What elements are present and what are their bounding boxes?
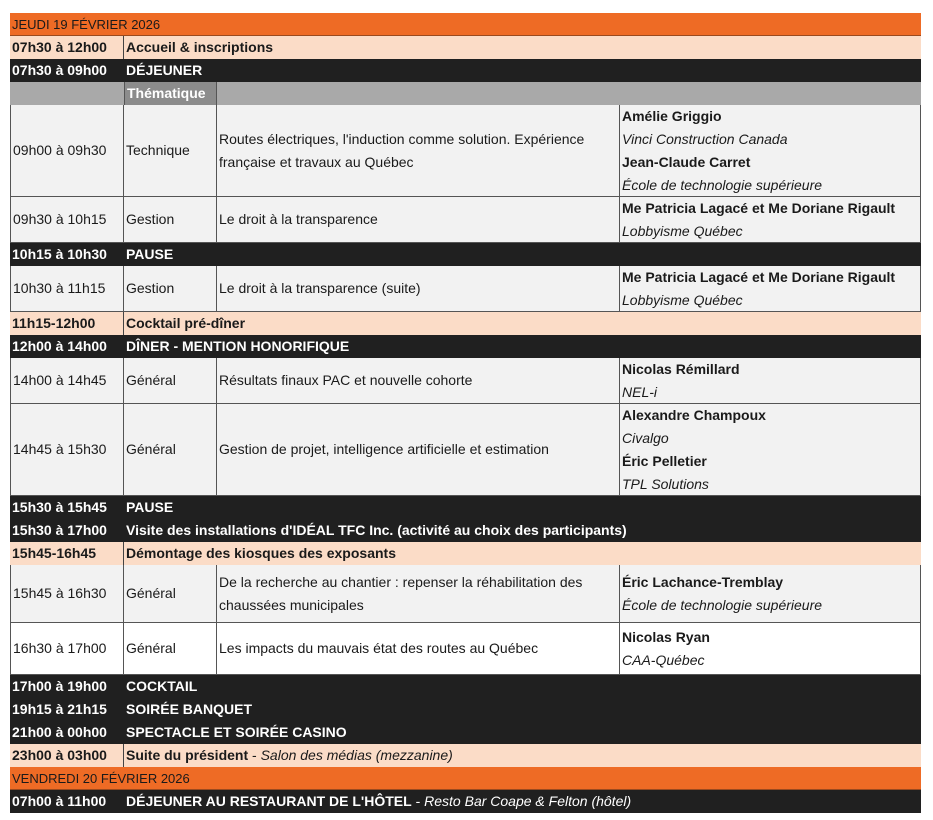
theme-header-row: [10, 82, 921, 105]
theme-header: Thématique: [124, 82, 217, 105]
row-time: 15h30 à 15h45: [12, 499, 107, 515]
row-time: 07h30 à 09h00: [12, 62, 107, 78]
row-time: 07h30 à 12h00: [10, 36, 124, 59]
session-theme: Général: [124, 623, 217, 674]
speaker-name: Amélie Griggio: [622, 107, 722, 124]
session-speakers: [620, 565, 921, 622]
session-theme: Général: [124, 404, 217, 495]
session-theme: Technique: [124, 105, 217, 196]
speaker-name: Me Patricia Lagacé et Me Doriane Rigault: [622, 268, 896, 285]
row-time: 15h45-16h45: [10, 542, 124, 565]
session-title: Le droit à la transparence (suite): [217, 266, 620, 311]
session-time: 14h00 à 14h45: [10, 358, 124, 403]
session-row-5: [10, 404, 921, 496]
session-speakers: [620, 266, 921, 311]
speaker-org: Vinci Construction Canada: [622, 130, 788, 147]
row-label-sep: -: [248, 747, 261, 763]
session-title: Routes électriques, l'induction comme solution. Expérience française et travaux au Québec: [217, 105, 620, 196]
row-cocktail-pre-diner: [10, 312, 921, 335]
session-title: De la recherche au chantier : repenser la réhabilitation des chaussées municipales: [217, 565, 620, 622]
day-header-label: VENDREDI 20 FÉVRIER 2026: [12, 770, 190, 786]
session-theme: Général: [124, 565, 217, 622]
schedule-table: [10, 13, 921, 813]
row-time: 23h00 à 03h00: [10, 744, 124, 767]
session-title: Résultats finaux PAC et nouvelle cohorte: [217, 358, 620, 403]
row-pause-2: [10, 496, 921, 519]
session-time: 14h45 à 15h30: [10, 404, 124, 495]
row-visite: [10, 519, 921, 542]
speaker-name: Éric Pelletier: [622, 452, 707, 469]
row-label: PAUSE: [126, 499, 174, 515]
speaker-org: TPL Solutions: [622, 475, 709, 492]
row-time: 17h00 à 19h00: [12, 678, 107, 694]
row-label: Accueil & inscriptions: [126, 39, 274, 55]
session-time: 16h30 à 17h00: [10, 623, 124, 674]
row-dejeuner: [10, 59, 921, 82]
speaker-org: Civalgo: [622, 429, 669, 446]
speaker-name: Alexandre Champoux: [622, 406, 766, 423]
row-label-main: Suite du président: [126, 747, 249, 763]
session-time: 09h00 à 09h30: [10, 105, 124, 196]
row-time: 11h15-12h00: [10, 312, 124, 335]
session-title: Le droit à la transparence: [217, 197, 620, 242]
row-label: DÎNER - MENTION HONORIFIQUE: [126, 338, 350, 354]
row-time: 10h15 à 10h30: [12, 246, 107, 262]
row-pause-1: [10, 243, 921, 266]
row-cocktail: [10, 675, 921, 698]
row-label: Cocktail pré-dîner: [126, 315, 246, 331]
row-label: [124, 744, 921, 767]
session-time: 10h30 à 11h15: [10, 266, 124, 311]
row-banquet: [10, 698, 921, 721]
speaker-org: CAA-Québec: [622, 651, 705, 668]
day-header-thursday: [10, 13, 921, 36]
session-speakers: [620, 105, 921, 196]
day-header-friday: [10, 767, 921, 790]
session-row-1: [10, 105, 921, 197]
session-time: 09h30 à 10h15: [10, 197, 124, 242]
row-accueil: [10, 36, 921, 59]
row-label: COCKTAIL: [126, 678, 198, 694]
row-label: SPECTACLE ET SOIRÉE CASINO: [126, 724, 347, 740]
row-suite-president: [10, 744, 921, 767]
session-row-3: [10, 266, 921, 312]
session-speakers: [620, 197, 921, 242]
speaker-name: Éric Lachance-Tremblay: [622, 573, 784, 590]
speaker-org: École de technologie supérieure: [622, 596, 823, 613]
session-row-6: [10, 565, 921, 623]
speaker-org: École de technologie supérieure: [622, 176, 823, 193]
session-theme: Gestion: [124, 266, 217, 311]
row-label: PAUSE: [126, 246, 174, 262]
session-row-2: [10, 197, 921, 243]
row-time: 15h30 à 17h00: [12, 522, 107, 538]
row-time: 21h00 à 00h00: [12, 724, 107, 740]
row-label-detail: Salon des médias (mezzanine): [260, 747, 453, 763]
speaker-org: Lobbyisme Québec: [622, 222, 743, 239]
row-diner: [10, 335, 921, 358]
speaker-name: Jean-Claude Carret: [622, 153, 751, 170]
row-dejeuner-hotel: [10, 790, 921, 813]
row-label: Visite des installations d'IDÉAL TFC Inc. (activité au choix des participants): [126, 522, 627, 538]
session-speakers: [620, 623, 921, 674]
row-demontage: [10, 542, 921, 565]
row-label-detail: Resto Bar Coape & Felton (hôtel): [424, 793, 632, 809]
row-time: 12h00 à 14h00: [12, 338, 107, 354]
row-time: 19h15 à 21h15: [12, 701, 107, 717]
session-speakers: [620, 358, 921, 403]
row-label-sep: -: [411, 793, 425, 809]
session-row-7: [10, 623, 921, 675]
row-spectacle: [10, 721, 921, 744]
row-label: SOIRÉE BANQUET: [126, 701, 253, 717]
row-time: 07h00 à 11h00: [12, 793, 107, 809]
row-label-main: DÉJEUNER AU RESTAURANT DE L'HÔTEL: [126, 793, 412, 809]
speaker-name: Me Patricia Lagacé et Me Doriane Rigault: [622, 199, 896, 216]
row-label: [124, 790, 921, 813]
speaker-org: Lobbyisme Québec: [622, 291, 743, 308]
row-label: DÉJEUNER: [126, 62, 203, 78]
session-theme: Gestion: [124, 197, 217, 242]
session-title: Gestion de projet, intelligence artificielle et estimation: [217, 404, 620, 495]
session-row-4: [10, 358, 921, 404]
speaker-name: Nicolas Ryan: [622, 628, 710, 645]
speaker-org: NEL-i: [622, 383, 658, 400]
session-time: 15h45 à 16h30: [10, 565, 124, 622]
speaker-name: Nicolas Rémillard: [622, 360, 740, 377]
row-label: Démontage des kiosques des exposants: [126, 545, 396, 561]
session-title: Les impacts du mauvais état des routes au Québec: [217, 623, 620, 674]
session-speakers: [620, 404, 921, 495]
session-theme: Général: [124, 358, 217, 403]
day-header-label: JEUDI 19 FÉVRIER 2026: [12, 16, 161, 32]
